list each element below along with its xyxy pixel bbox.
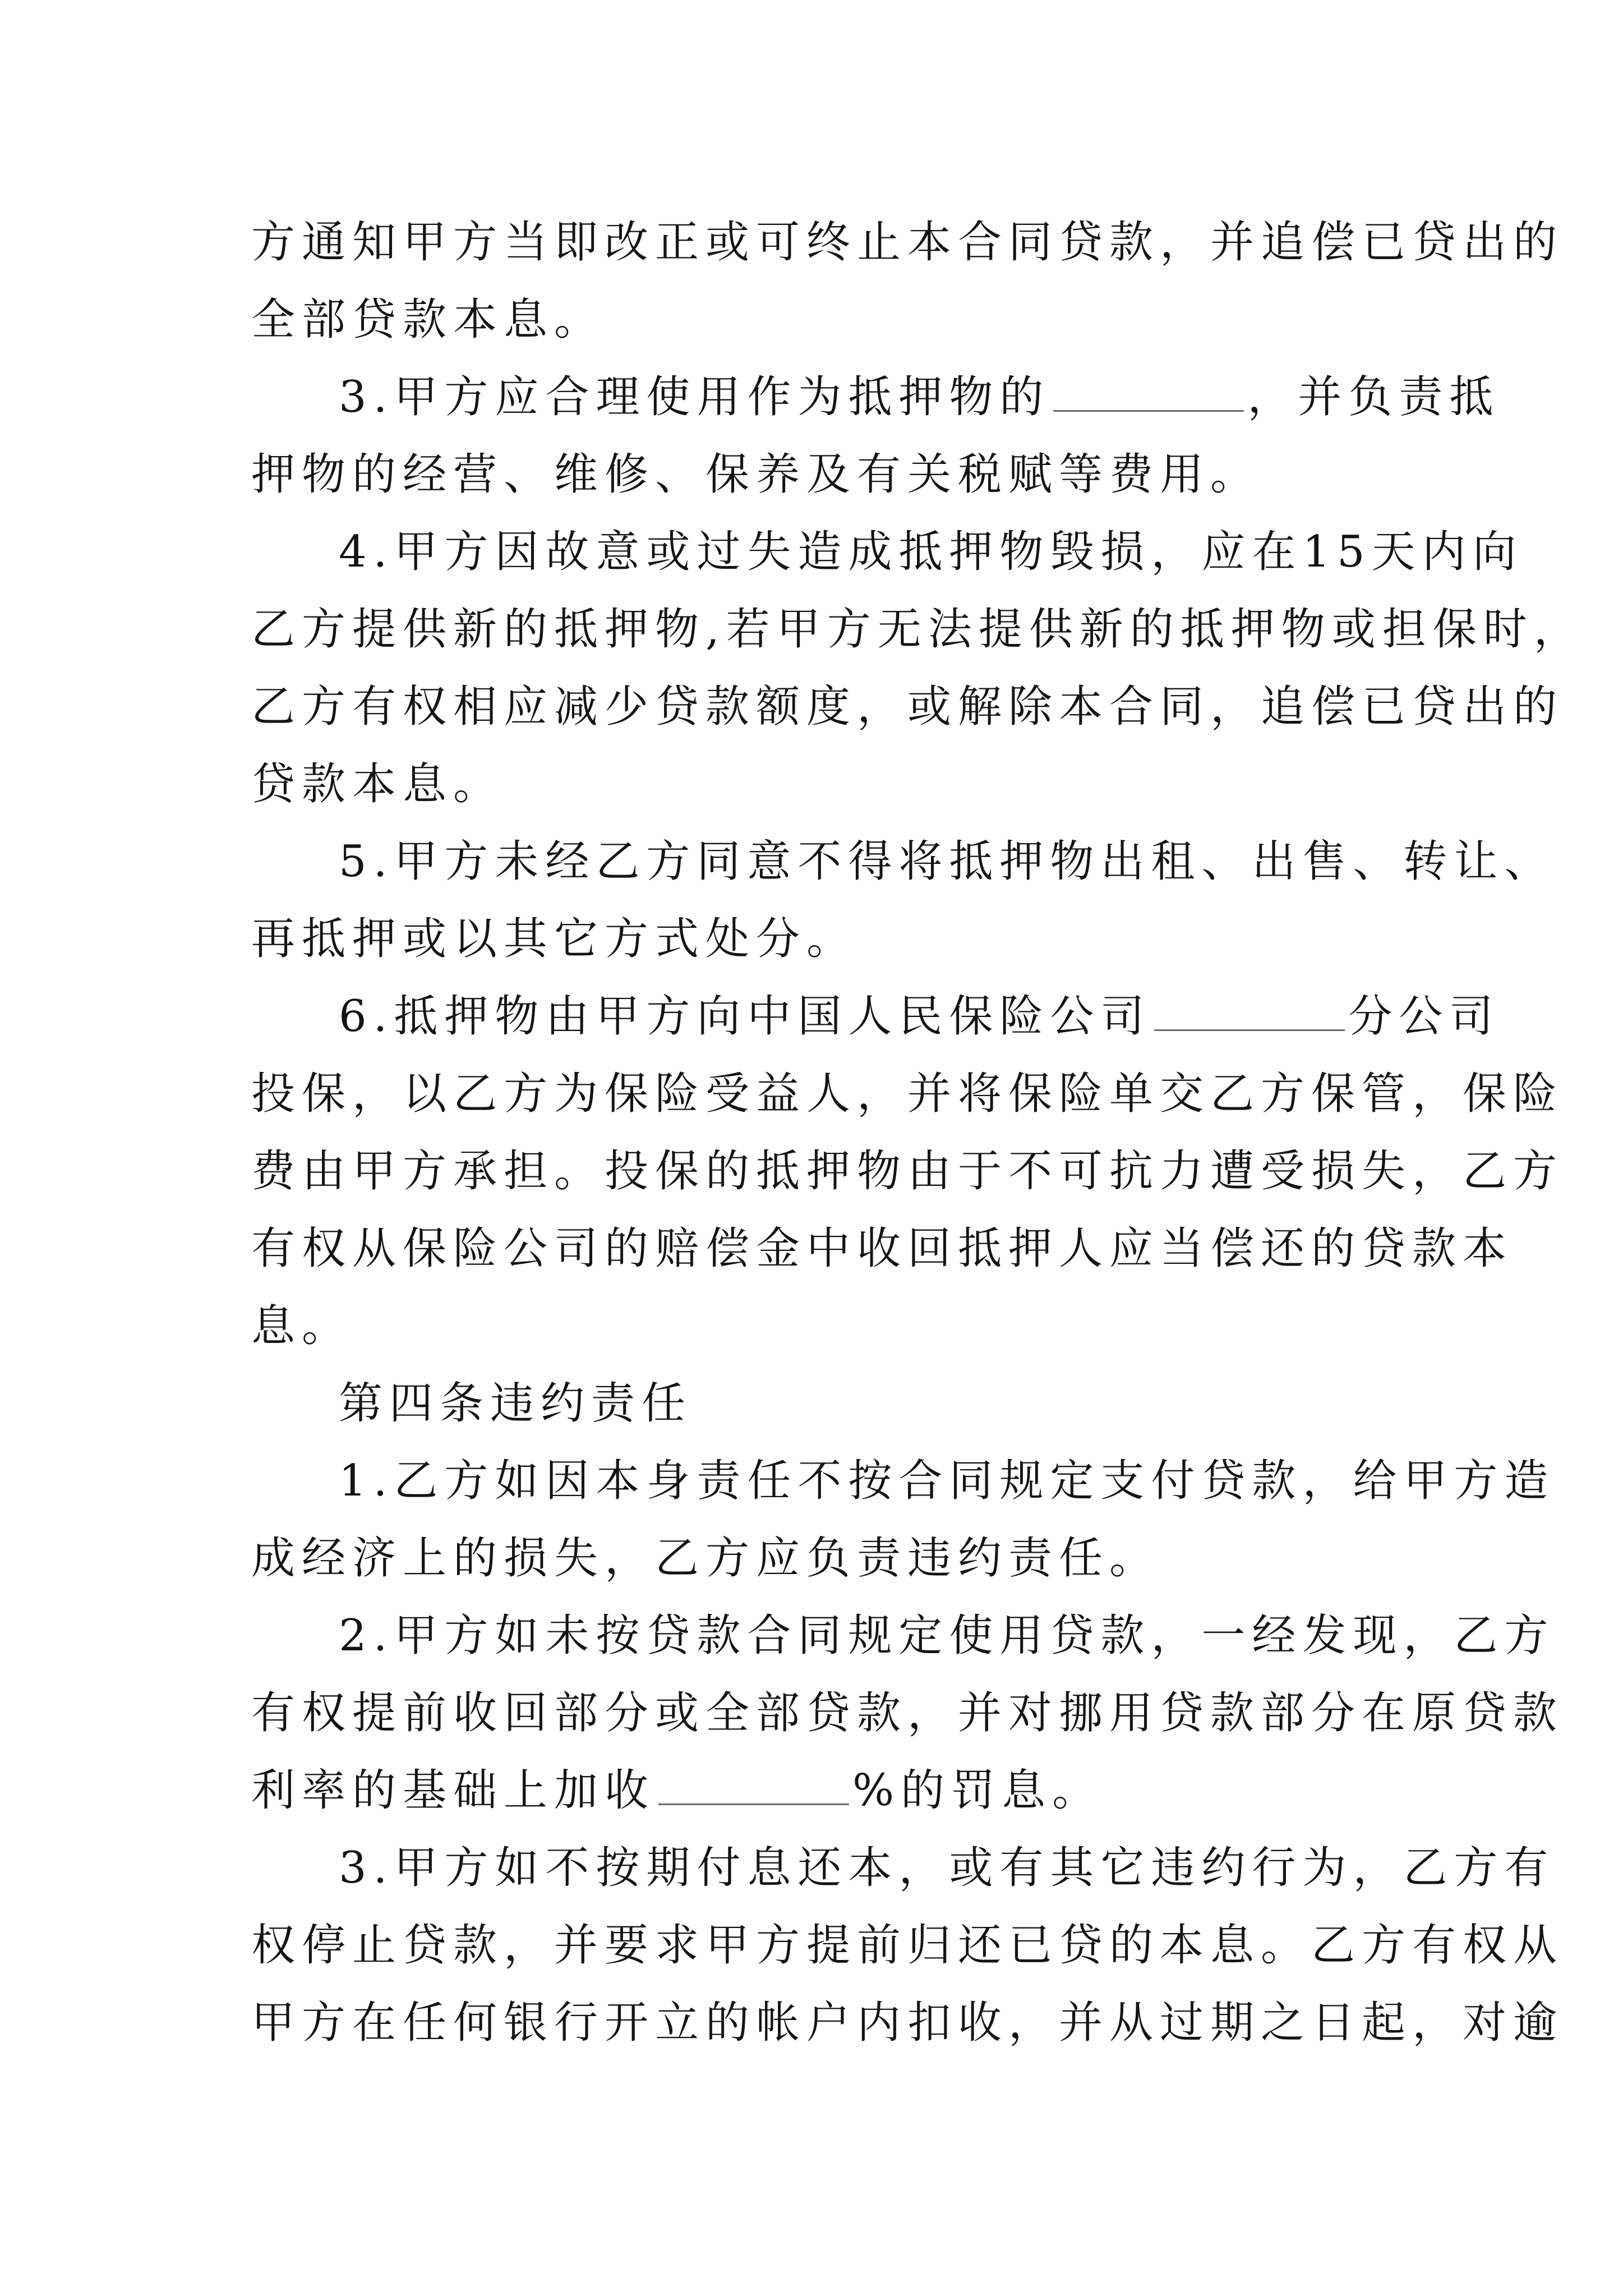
penalty-text-end: %的罚息。 — [852, 1765, 1103, 1816]
text-line: 全部贷款本息。 — [251, 295, 605, 345]
clause-3-text-start: 3.甲方应合理使用作为抵押物的 — [339, 372, 1050, 422]
breach-clause-3-line: 3.甲方如不按期付息还本，或有其它违约行为，乙方有 — [339, 1843, 1555, 1893]
clause-3-text-end: ，并负责抵 — [1247, 372, 1500, 422]
breach-clause-2-line: 2.甲方如未按贷款合同规定使用贷款，一经发现，乙方 — [339, 1611, 1555, 1661]
text-line: 成经济上的损失，乙方应负责违约责任。 — [251, 1533, 1160, 1584]
breach-clause-1-line: 1.乙方如因本身责任不按合同规定支付贷款，给甲方造 — [339, 1456, 1555, 1506]
text-line: 押物的经营、维修、保养及有关税赋等费用。 — [251, 449, 1261, 500]
fill-in-blank[interactable] — [658, 1768, 849, 1805]
text-line: 乙方提供新的抵押物,若甲方无法提供新的抵押物或担保时， — [251, 604, 1584, 655]
text-line: 甲方在任何银行开立的帐户内扣收，并从过期之日起，对逾 — [251, 1998, 1564, 2048]
clause-6-text-end: 分公司 — [1348, 991, 1500, 1042]
clause-4-line: 4.甲方因故意或过失造成抵押物毁损，应在15天内向 — [339, 527, 1523, 577]
clause-6-text-start: 6.抵押物由甲方向中国人民保险公司 — [339, 991, 1151, 1042]
clause-6-line — [339, 983, 1500, 1050]
text-line: 投保，以乙方为保险受益人，并将保险单交乙方保管，保险 — [251, 1069, 1564, 1119]
penalty-text-start: 利率的基础上加收 — [251, 1765, 656, 1816]
text-line: 乙方有权相应减少贷款额度，或解除本合同，追偿已贷出的 — [251, 682, 1564, 732]
text-line: 息。 — [251, 1301, 353, 1351]
text-line: 有权从保险公司的赔偿金中收回抵押人应当偿还的贷款本 — [251, 1223, 1514, 1274]
text-line: 有权提前收回部分或全部贷款，并对挪用贷款部分在原贷款 — [251, 1688, 1564, 1738]
fill-in-blank[interactable] — [1053, 374, 1244, 412]
clause-3-line — [339, 364, 1500, 431]
text-line: 贷款本息。 — [251, 759, 504, 809]
text-line: 费由甲方承担。投保的抵押物由于不可抗力遭受损失，乙方 — [251, 1146, 1564, 1197]
text-line: 方通知甲方当即改正或可终止本合同贷款，并追偿已贷出的 — [251, 217, 1564, 268]
penalty-line — [251, 1757, 1378, 1824]
section-heading: 第四条违约责任 — [339, 1378, 693, 1429]
clause-5-line: 5.甲方未经乙方同意不得将抵押物出租、出售、转让、 — [339, 836, 1555, 887]
text-line: 再抵押或以其它方式处分。 — [251, 914, 857, 964]
fill-in-blank[interactable] — [1154, 993, 1345, 1031]
text-line: 权停止贷款，并要求甲方提前归还已贷的本息。乙方有权从 — [251, 1920, 1564, 1971]
